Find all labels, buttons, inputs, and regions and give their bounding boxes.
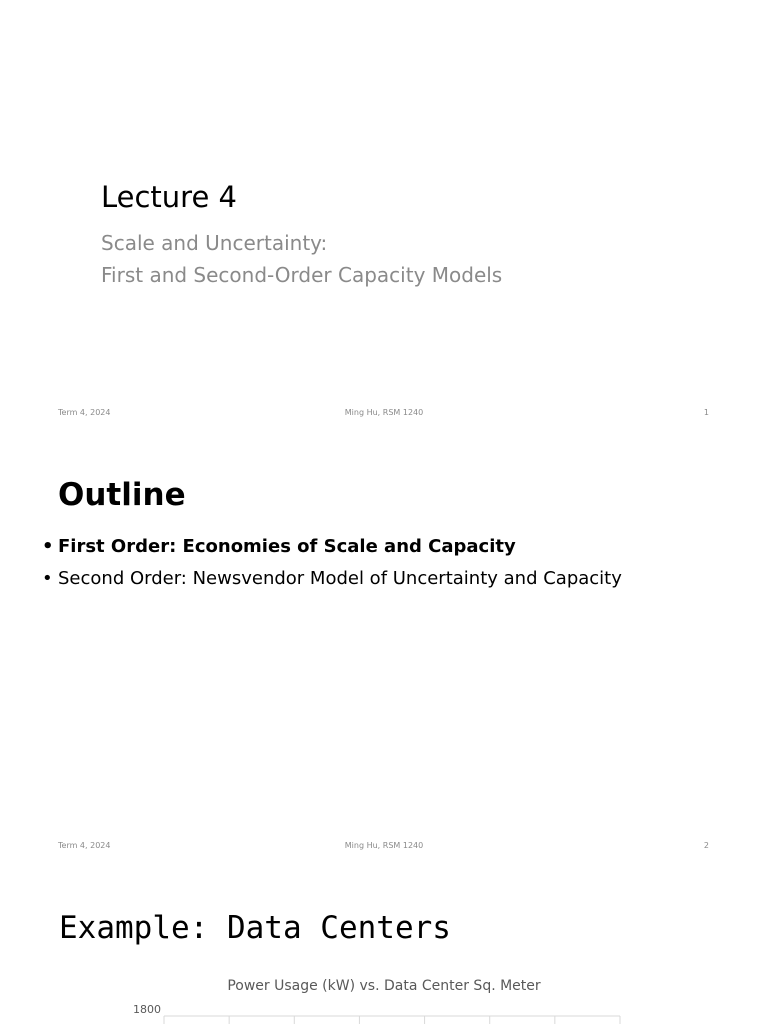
slide-1 xyxy=(0,0,768,433)
slide-2 xyxy=(0,433,768,866)
bullet-text: First Order: Economies of Scale and Capacity xyxy=(58,536,516,557)
slide-subtitle-line-1: Scale and Uncertainty: xyxy=(101,231,328,255)
chart-title: Power Usage (kW) vs. Data Center Sq. Meter xyxy=(227,978,541,994)
footer-date: Term 4, 2024 xyxy=(58,841,111,850)
slide-title: Example: Data Centers xyxy=(59,910,451,946)
bullet-item xyxy=(42,536,516,557)
bullet-icon: • xyxy=(42,568,53,589)
footer-course: Ming Hu, RSM 1240 xyxy=(344,408,424,417)
footer-course: Ming Hu, RSM 1240 xyxy=(344,841,424,850)
slide-3 xyxy=(0,866,768,1024)
footer-page-number: 1 xyxy=(703,408,709,417)
slide-title: Lecture 4 xyxy=(101,180,237,214)
footer-page-number: 2 xyxy=(703,841,709,850)
bullet-text: Second Order: Newsvendor Model of Uncertainty and Capacity xyxy=(58,568,622,589)
slide-subtitle-line-2: First and Second-Order Capacity Models xyxy=(101,263,503,287)
slide-title: Outline xyxy=(58,477,186,513)
bullet-item xyxy=(42,568,622,589)
footer-date: Term 4, 2024 xyxy=(58,408,111,417)
y-tick-label: 1800 xyxy=(133,1003,161,1016)
bullet-icon: • xyxy=(42,536,54,557)
gridlines xyxy=(164,1016,620,1024)
scatter-chart xyxy=(120,1002,640,1024)
